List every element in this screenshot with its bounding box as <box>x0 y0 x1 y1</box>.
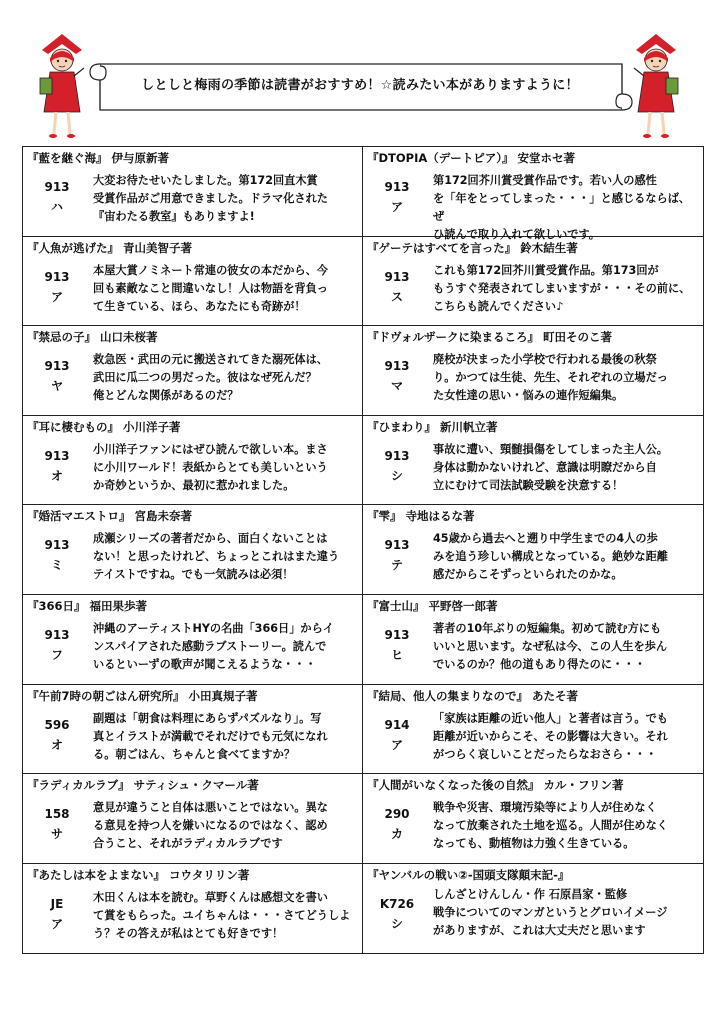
book-description: 戦争や災害、環境汚染等により人が住めなく なって放棄された土地を巡る。人間が住めなく なっても、動植物は力強く生きている。 <box>433 801 668 851</box>
book-title: 『あたしは本をよまない』 コウタリリン著 <box>27 867 250 882</box>
book-description: 著者の10年ぶりの短編集。初めて読む方にも いいと思います。なぜ私は今、この人生を歩ん でいるのか？他の道もあり得たのに・・・ <box>433 621 668 671</box>
call-number: 913 オ <box>44 448 70 483</box>
book-entry <box>23 416 363 506</box>
book-title: 『結局、他人の集まりなので』 あたそ著 <box>367 688 579 703</box>
book-title: 『ひまわり』 新川帆立著 <box>367 419 498 434</box>
book-title: 『366日』 福田果歩著 <box>27 598 148 613</box>
book-list <box>22 146 704 954</box>
book-entry <box>23 505 363 595</box>
book-title: 『耳に棲むもの』 小川洋子著 <box>27 419 181 434</box>
book-description: 救急医・武田の元に搬送されてきた溺死体は、 武田に瓜二つの男だった。彼はなぜ死んだ？ 俺とどんな関係があるのだ？ <box>93 353 328 403</box>
mascot-girl-icon <box>630 32 682 140</box>
book-title: 『ゲーテはすべてを言った』 鈴木結生著 <box>367 240 578 255</box>
call-number: 913 ヤ <box>44 359 70 394</box>
call-number: 596 オ <box>44 717 70 752</box>
book-title: 『人間がいなくなった後の自然』 カル・フリン著 <box>367 778 624 793</box>
book-entry <box>23 864 363 954</box>
book-title: 『人魚が逃げた』 青山美智子著 <box>27 240 193 255</box>
book-title: 『藍を継ぐ海』 伊与原新著 <box>27 151 170 165</box>
book-description: 本屋大賞ノミネート常連の彼女の本だから、今 回も素敵なこと間違いなし！人は物語を背負っ て生きている、ほら、あなたにも奇跡が！ <box>93 263 328 313</box>
book-description: 大変お待たせいたしました。第172回直木賞 受賞作品がご用意できました。ドラマ化された 『宙わたる教室』もありますよ! <box>93 174 328 223</box>
book-description: 45歳から過去へと遡り中学生までの4人の歩 みを追う珍しい構成となっている。絶妙な距離 感だからこそずっといられたのかな。 <box>433 532 668 582</box>
mascot-girl-icon <box>36 32 88 140</box>
book-entry <box>363 864 703 954</box>
book-description: 木田くんは本を読む。草野くんは感想文を書い て賞をもらった。ユイちゃんは・・・さてどうしよ う？その答えが私はとても好きです！ <box>93 890 351 940</box>
call-number: 913 ヒ <box>384 627 410 662</box>
call-number: 913 テ <box>384 538 410 573</box>
header-message: しとしと梅雨の季節は読書がおすすめ！☆読みたい本がありますように！ <box>141 78 579 93</box>
book-entry <box>363 505 703 595</box>
call-number: 290 カ <box>384 807 410 842</box>
book-description: 第172回芥川賞受賞作品です。若い人の感性 を「年をとってしまった・・・」と感じるならば、ぜ ひ読んで取り入れて欲しいです。 <box>433 174 691 241</box>
book-title: 『ラディカルラブ』 サティシュ・クマール著 <box>27 778 259 793</box>
call-number: 913 ミ <box>44 538 70 573</box>
call-number: K726 シ <box>379 896 415 931</box>
book-title: 『雫』 寺地はるな著 <box>367 509 475 524</box>
call-number: 913 フ <box>44 627 70 662</box>
book-entry <box>23 774 363 864</box>
book-entry <box>363 326 703 416</box>
book-description: 事故に遭い、頸髄損傷をしてしまった主人公。 身体は動かないけれど、意識は明瞭だから自 立にむけて司法試験受験を決意する！ <box>433 442 668 492</box>
book-entry <box>363 237 703 327</box>
book-entry <box>363 774 703 864</box>
book-title: 『婚活マエストロ』 宮島未奈著 <box>27 509 193 524</box>
call-number: JE ア <box>50 896 64 931</box>
book-entry <box>23 595 363 685</box>
call-number: 913 シ <box>384 448 410 483</box>
book-entry <box>23 237 363 327</box>
call-number: 913 ス <box>384 269 410 304</box>
book-description: 沖縄のアーティストHYの名曲「366日」からイ ンスパイアされた感動ラブストーリー。読んで いるといーずの歌声が聞こえるような・・・ <box>93 621 334 671</box>
book-title: 『富士山』 平野啓一郎著 <box>367 598 498 613</box>
book-description: これも第172回芥川賞受賞作品。第173回が もうすぐ発表されてしまいますが・・・その前に、 こちらも読んでください♪ <box>433 263 691 313</box>
call-number: 913 ハ <box>44 180 70 214</box>
book-description: 意見が違うこと自体は悪いことではない。異な る意見を持つ人を嫌いになるのではなく、認め 合うこと、それがラディカルラブです <box>93 801 328 851</box>
book-description: 廃校が決まった小学校で行われる最後の秋祭 り。かつては生徒、先生、それぞれの立場だっ た女性達の思い・悩みの連作短編集。 <box>433 353 668 403</box>
book-description: 副題は「朝食は料理にあらずパズルなり」。写 真とイラストが満載でそれだけでも元気になれ る。朝ごはん、ちゃんと食べてますか？ <box>93 711 328 761</box>
call-number: 914 ア <box>384 717 410 752</box>
book-title: 『ドヴォルザークに染まるころ』 町田そのこ著 <box>367 330 613 345</box>
call-number: 913 マ <box>384 359 410 394</box>
book-entry <box>363 147 703 241</box>
book-entry <box>363 685 703 775</box>
book-entry <box>23 147 363 237</box>
book-description: 小川洋子ファンにはぜひ読んで欲しい本。まさ に小川ワールド！表紙からとても美しいという か奇妙というか、最初に惹かれました。 <box>93 442 328 492</box>
book-entry <box>363 595 703 685</box>
book-title: 『午前7時の朝ごはん研究所』 小田真規子著 <box>27 688 258 703</box>
call-number: 158 サ <box>44 807 70 842</box>
book-title: 『ヤンバルの戦い②-国頭支隊顛末記-』 <box>367 867 570 882</box>
book-description: 成瀬シリーズの著者だから、面白くないことは ない！と思ったけれど、ちょっとこれはまた違う テイストですね。でも一気読みは必須！ <box>93 532 340 582</box>
book-description: 戦争についてのマンガというとグロいイメージ がありますが、これは大丈夫だと思います <box>433 905 668 937</box>
book-title: 『禁忌の子』 山口未桜著 <box>27 330 158 345</box>
book-entry <box>23 685 363 775</box>
book-entry <box>363 416 703 506</box>
call-number: 913 ア <box>384 180 410 214</box>
book-entry <box>23 326 363 416</box>
book-title: 『DTOPIA（デートピア）』 安堂ホセ著 <box>367 151 576 165</box>
call-number: 913 ア <box>44 269 70 304</box>
book-description: 「家族は距離の近い他人」と著者は言う。でも 距離が近いからこそ、その影響は大きい。それ がつらく哀しいことだったらなおさら・・・ <box>433 711 668 761</box>
book-credits: しんざとけんしん・作 石原昌家・監修 <box>433 887 628 901</box>
